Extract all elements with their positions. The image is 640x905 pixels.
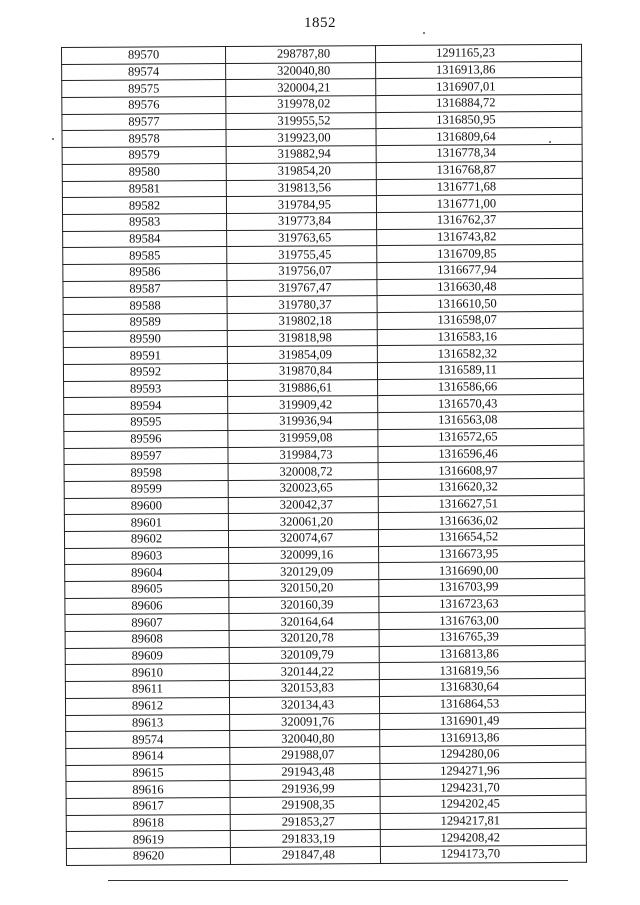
coordinate-table [61,44,587,866]
y-coordinate-cell: 1316771,68 [376,178,582,196]
x-coordinate-cell: 291943,48 [230,763,380,781]
point-number-cell: 89620 [66,847,230,865]
x-coordinate-cell: 319767,47 [227,279,377,297]
point-number-cell: 89599 [64,480,228,498]
y-coordinate-cell: 1294280,06 [380,745,586,763]
point-number-cell: 89611 [65,681,229,699]
point-number-cell: 89597 [64,447,228,465]
point-number-cell: 89606 [65,597,229,615]
y-coordinate-cell: 1294271,96 [380,762,586,780]
x-coordinate-cell: 319854,20 [226,162,376,180]
point-number-cell: 89595 [64,414,228,432]
point-number-cell: 89570 [62,46,226,64]
x-coordinate-cell: 291936,99 [230,780,380,798]
scan-speck [52,138,54,140]
x-coordinate-cell: 319959,08 [228,429,378,447]
x-coordinate-cell: 319984,73 [228,446,378,464]
point-number-cell: 89602 [64,530,228,548]
x-coordinate-cell: 320008,72 [228,463,378,481]
x-coordinate-cell: 291988,07 [230,746,380,764]
y-coordinate-cell: 1316850,95 [376,111,582,129]
y-coordinate-cell: 1294231,70 [380,779,586,797]
point-number-cell: 89609 [65,647,229,665]
y-coordinate-cell: 1316627,51 [378,495,584,513]
y-coordinate-cell: 1316913,86 [376,61,582,79]
y-coordinate-cell: 1316864,53 [379,695,585,713]
point-number-cell: 89580 [62,163,226,181]
point-number-cell: 89592 [63,364,227,382]
y-coordinate-cell: 1316763,00 [379,612,585,630]
x-coordinate-cell: 319784,95 [226,196,376,214]
x-coordinate-cell: 319882,94 [226,146,376,164]
x-coordinate-cell: 319763,65 [227,229,377,247]
x-coordinate-cell: 319870,84 [227,363,377,381]
point-number-cell: 89591 [63,347,227,365]
point-number-cell: 89605 [65,580,229,598]
x-coordinate-cell: 319773,84 [227,212,377,230]
point-number-cell: 89613 [66,714,230,732]
y-coordinate-cell: 1316636,02 [378,512,584,530]
y-coordinate-cell: 1294208,42 [380,829,586,847]
point-number-cell: 89583 [63,213,227,231]
point-number-cell: 89585 [63,247,227,265]
x-coordinate-cell: 320120,78 [229,630,379,648]
x-coordinate-cell: 319936,94 [228,413,378,431]
x-coordinate-cell: 320164,64 [229,613,379,631]
x-coordinate-cell: 319923,00 [226,129,376,147]
y-coordinate-cell: 1316677,94 [377,261,583,279]
point-number-cell: 89584 [63,230,227,248]
x-coordinate-cell: 319854,09 [227,346,377,364]
y-coordinate-cell: 1316913,86 [380,728,586,746]
y-coordinate-cell: 1316563,08 [378,411,584,429]
point-number-cell: 89604 [65,564,229,582]
point-number-cell: 89588 [63,297,227,315]
y-coordinate-cell: 1316608,97 [378,462,584,480]
point-number-cell: 89575 [62,80,226,98]
y-coordinate-cell: 1316901,49 [380,712,586,730]
y-coordinate-cell: 1316768,87 [376,161,582,179]
y-coordinate-cell: 1316778,34 [376,144,582,162]
point-number-cell: 89581 [62,180,226,198]
point-number-cell: 89579 [62,147,226,165]
x-coordinate-cell: 320042,37 [228,496,378,514]
y-coordinate-cell: 1316583,16 [377,328,583,346]
x-coordinate-cell: 320040,80 [226,62,376,80]
y-coordinate-cell: 1316819,56 [379,662,585,680]
point-number-cell: 89577 [62,113,226,131]
x-coordinate-cell: 319813,56 [226,179,376,197]
point-number-cell: 89603 [65,547,229,565]
y-coordinate-cell: 1316743,82 [377,228,583,246]
bottom-rule [108,880,568,881]
table-body [62,44,587,865]
point-number-cell: 89608 [65,631,229,649]
y-coordinate-cell: 1316762,37 [377,211,583,229]
x-coordinate-cell: 320061,20 [228,513,378,531]
x-coordinate-cell: 320091,76 [230,713,380,731]
scan-speck [423,32,425,34]
y-coordinate-cell: 1316620,32 [378,478,584,496]
x-coordinate-cell: 298787,80 [225,46,375,64]
y-coordinate-cell: 1316771,00 [376,195,582,213]
x-coordinate-cell: 320040,80 [230,730,380,748]
point-number-cell: 89607 [65,614,229,632]
y-coordinate-cell: 1316709,85 [377,245,583,263]
y-coordinate-cell: 1316813,86 [379,645,585,663]
point-number-cell: 89615 [66,764,230,782]
y-coordinate-cell: 1316907,01 [376,78,582,96]
point-number-cell: 89618 [66,814,230,832]
scan-speck [549,141,551,143]
x-coordinate-cell: 291847,48 [230,847,380,865]
y-coordinate-cell: 1316596,46 [378,445,584,463]
y-coordinate-cell: 1316582,32 [377,345,583,363]
x-coordinate-cell: 320074,67 [228,530,378,548]
point-number-cell: 89589 [63,313,227,331]
y-coordinate-cell: 1316589,11 [377,361,583,379]
y-coordinate-cell: 1316654,52 [378,528,584,546]
point-number-cell: 89610 [65,664,229,682]
y-coordinate-cell: 1294173,70 [380,845,586,863]
x-coordinate-cell: 319909,42 [228,396,378,414]
x-coordinate-cell: 320004,21 [226,79,376,97]
x-coordinate-cell: 320023,65 [228,479,378,497]
x-coordinate-cell: 320153,83 [229,680,379,698]
y-coordinate-cell: 1316572,65 [378,428,584,446]
y-coordinate-cell: 1316809,64 [376,128,582,146]
x-coordinate-cell: 320129,09 [229,563,379,581]
point-number-cell: 89576 [62,97,226,115]
x-coordinate-cell: 319886,61 [228,379,378,397]
y-coordinate-cell: 1316830,64 [379,678,585,696]
table-row [66,845,586,865]
point-number-cell: 89574 [66,731,230,749]
y-coordinate-cell: 1316690,00 [379,562,585,580]
point-number-cell: 89574 [62,63,226,81]
point-number-cell: 89619 [66,831,230,849]
x-coordinate-cell: 320160,39 [229,596,379,614]
x-coordinate-cell: 320099,16 [229,546,379,564]
x-coordinate-cell: 319756,07 [227,263,377,281]
y-coordinate-cell: 1316610,50 [377,295,583,313]
point-number-cell: 89614 [66,747,230,765]
y-coordinate-cell: 1316598,07 [377,311,583,329]
point-number-cell: 89587 [63,280,227,298]
point-number-cell: 89586 [63,263,227,281]
y-coordinate-cell: 1316673,95 [379,545,585,563]
x-coordinate-cell: 320150,20 [229,580,379,598]
page-number: 1852 [304,15,336,31]
y-coordinate-cell: 1294202,45 [380,795,586,813]
x-coordinate-cell: 320134,43 [229,696,379,714]
y-coordinate-cell: 1316723,63 [379,595,585,613]
x-coordinate-cell: 291833,19 [230,830,380,848]
y-coordinate-cell: 1316884,72 [376,94,582,112]
x-coordinate-cell: 291908,35 [230,797,380,815]
x-coordinate-cell: 320109,79 [229,646,379,664]
point-number-cell: 89616 [66,781,230,799]
x-coordinate-cell: 320144,22 [229,663,379,681]
x-coordinate-cell: 319780,37 [227,296,377,314]
point-number-cell: 89596 [64,430,228,448]
point-number-cell: 89601 [64,514,228,532]
x-coordinate-cell: 319818,98 [227,329,377,347]
point-number-cell: 89612 [65,697,229,715]
point-number-cell: 89594 [64,397,228,415]
y-coordinate-cell: 1316703,99 [379,578,585,596]
point-number-cell: 89590 [63,330,227,348]
point-number-cell: 89582 [62,197,226,215]
y-coordinate-cell: 1316586,66 [378,378,584,396]
x-coordinate-cell: 291853,27 [230,813,380,831]
y-coordinate-cell: 1294217,81 [380,812,586,830]
x-coordinate-cell: 319755,45 [227,246,377,264]
x-coordinate-cell: 319978,02 [226,96,376,114]
y-coordinate-cell: 1316570,43 [378,395,584,413]
point-number-cell: 89617 [66,797,230,815]
y-coordinate-cell: 1316630,48 [377,278,583,296]
x-coordinate-cell: 319955,52 [226,112,376,130]
y-coordinate-cell: 1291165,23 [375,44,581,62]
point-number-cell: 89598 [64,464,228,482]
x-coordinate-cell: 319802,18 [227,313,377,331]
point-number-cell: 89593 [64,380,228,398]
point-number-cell: 89600 [64,497,228,515]
point-number-cell: 89578 [62,130,226,148]
y-coordinate-cell: 1316765,39 [379,628,585,646]
